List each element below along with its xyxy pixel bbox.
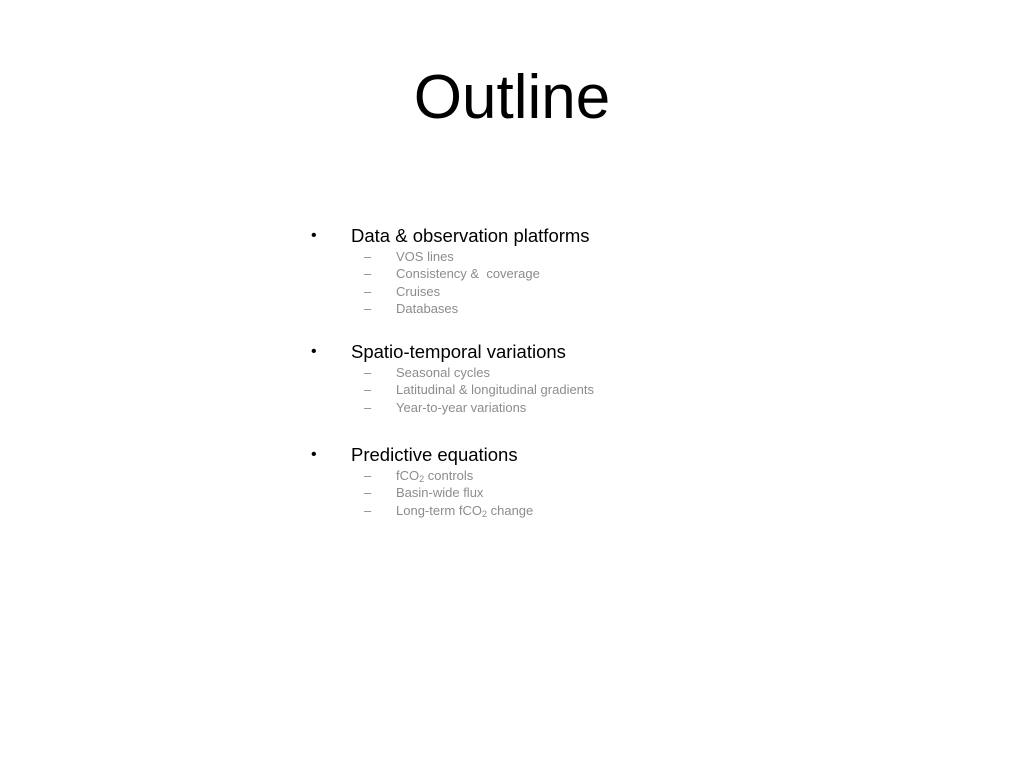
- dash-icon: –: [364, 300, 372, 316]
- section-label: Data & observation platforms: [351, 225, 590, 246]
- list-item-label: fCO$_2$ controls: [396, 468, 474, 485]
- list-item-label: Cruises: [396, 283, 441, 299]
- subscript: 2: [481, 508, 487, 519]
- list-item-label: Seasonal cycles: [396, 365, 490, 381]
- sub-list: [311, 248, 811, 317]
- list-item: [311, 265, 811, 282]
- section-heading: [311, 340, 811, 364]
- list-item-label: Basin-wide flux: [396, 485, 484, 501]
- dash-icon: –: [364, 283, 372, 299]
- list-item-label: Databases: [396, 300, 459, 316]
- dash-icon: –: [364, 365, 372, 381]
- outline-list: [311, 224, 811, 533]
- dash-icon: –: [364, 502, 372, 518]
- bullet-icon: •: [311, 227, 317, 244]
- sub-list: [311, 467, 811, 519]
- section-heading: [311, 443, 811, 467]
- section-label: Spatio-temporal variations: [351, 341, 566, 363]
- list-item-label: VOS lines: [396, 249, 454, 264]
- bullet-icon: •: [311, 343, 317, 361]
- list-item: [311, 381, 811, 398]
- dash-icon: –: [364, 468, 372, 484]
- subscript: 2: [419, 474, 425, 485]
- list-item-label: Consistency & coverage: [396, 266, 540, 282]
- list-item: [311, 484, 811, 501]
- outline-section: [311, 340, 811, 416]
- slide-title: Outline: [413, 63, 611, 132]
- list-item-label: Long-term fCO$_2$ change: [396, 502, 534, 519]
- outline-section: [311, 224, 811, 317]
- list-item: [311, 248, 811, 265]
- list-item: [311, 502, 811, 519]
- list-item: [311, 300, 811, 317]
- list-item: [311, 399, 811, 416]
- section-heading: [311, 224, 811, 248]
- dash-icon: –: [364, 266, 372, 282]
- dash-icon: –: [364, 382, 372, 398]
- dash-icon: –: [364, 485, 372, 501]
- outline-section: [311, 443, 811, 519]
- list-item: [311, 467, 811, 484]
- list-item-label: Year-to-year variations: [396, 399, 527, 415]
- list-item: [311, 283, 811, 300]
- list-item-label: Latitudinal & longitudinal gradients: [396, 382, 595, 398]
- dash-icon: –: [364, 399, 372, 415]
- bullet-icon: •: [311, 446, 317, 464]
- sub-list: [311, 364, 811, 416]
- list-item: [311, 364, 811, 381]
- section-label: Predictive equations: [351, 444, 518, 466]
- dash-icon: –: [364, 249, 372, 264]
